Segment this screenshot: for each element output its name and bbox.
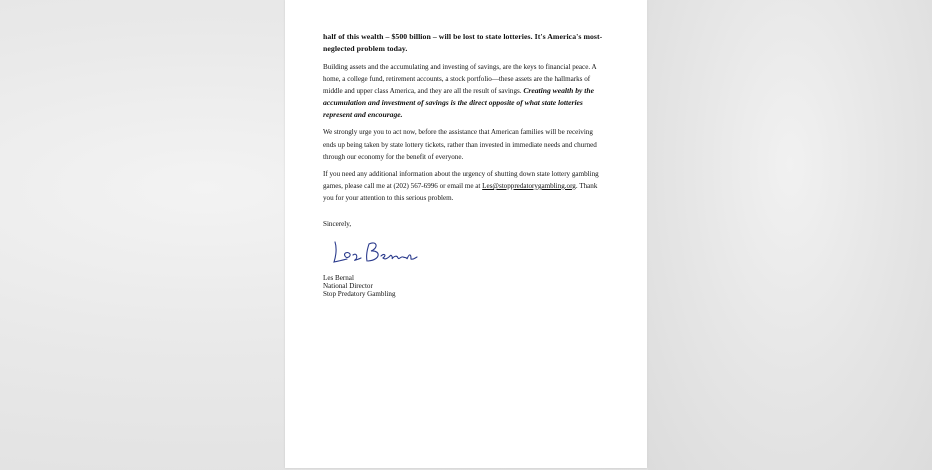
paragraph-contact — [323, 168, 605, 204]
signer-name: Les Bernal — [323, 274, 354, 283]
paragraph-urge: We strongly urge you to act now, before the assistance that American families will be receiving ends up being taken by state lottery tickets, rather than invested in immediate needs and churned through our economy for the benefit of everyone. — [323, 128, 597, 161]
contact-closing-text: . Thank you for your attention to this serious problem. — [323, 181, 598, 202]
signature-block — [323, 274, 605, 299]
signer-organization: Stop Predatory Gambling — [323, 290, 396, 299]
closing: Sincerely, — [323, 220, 352, 229]
contact-text: If you need any additional information about the urgency of shutting down state lottery gambling games, please call me at (202) 567-6996 or email me at — [323, 169, 599, 190]
paragraph-assets — [323, 61, 605, 121]
letter-page — [285, 0, 647, 468]
email-link[interactable]: Les@stoppredatorygambling.org — [482, 181, 576, 190]
handwritten-signature — [331, 236, 421, 266]
paragraph-assets-emphasis: Creating wealth by the accumulation and investment of savings is the direct opposite of what state lotteries represent and encourage. — [323, 86, 595, 120]
letter-content — [323, 31, 605, 299]
background-right — [648, 0, 932, 470]
paragraph-assets-text: Building assets and the accumulating and investing of savings, are the keys to financial peace. A home, a college fund, retirement accounts, a stock portfolio—these assets are the hallmarks of middle and upper class America, and they are all the result of savings. — [323, 63, 597, 96]
lead-paragraph: half of this wealth – $500 billion – will be lost to state lotteries. It's America's most-neglected problem today. — [323, 32, 603, 53]
signer-title: National Director — [323, 282, 373, 291]
